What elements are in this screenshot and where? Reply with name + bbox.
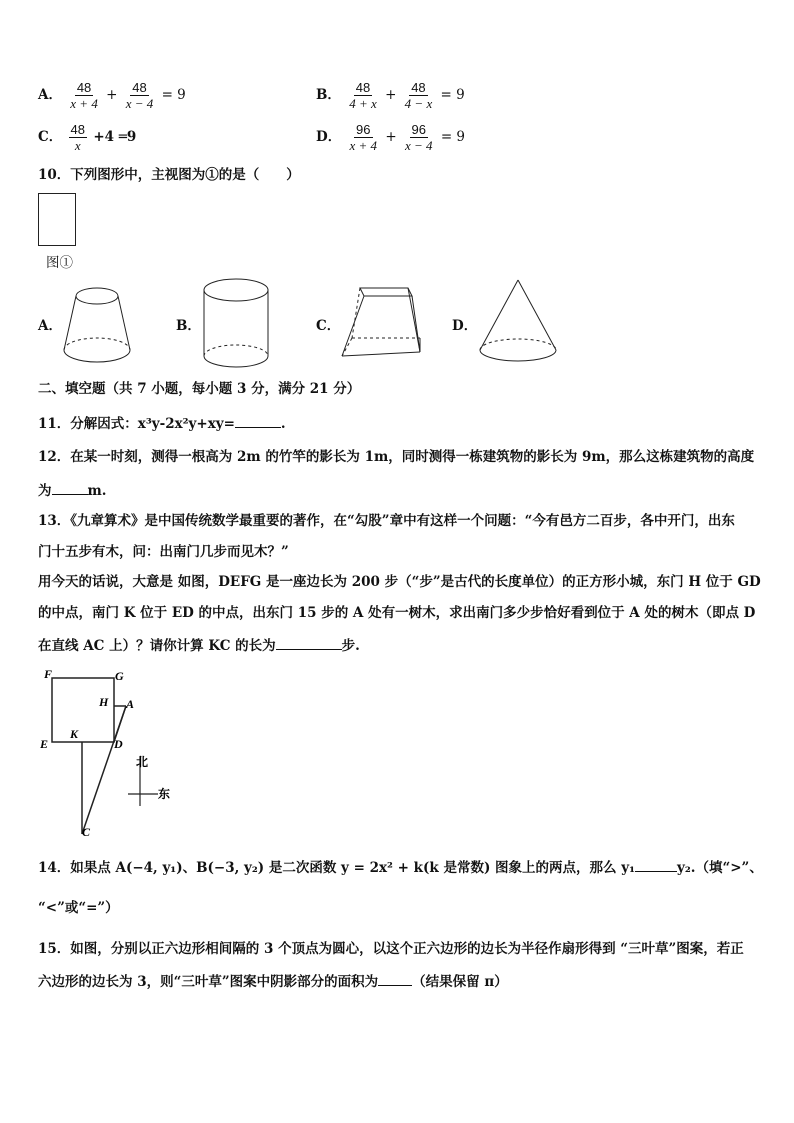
cone-figure [476, 278, 560, 368]
fraction [403, 122, 435, 153]
equals-rhs: = 9 [440, 87, 465, 103]
fraction [124, 80, 156, 111]
equals-rhs: = 9 [440, 129, 466, 145]
answer-blank [276, 635, 342, 650]
numerator: 96 [411, 122, 426, 137]
numerator: 48 [132, 80, 147, 95]
label-d: D [114, 737, 123, 751]
operator: + [106, 87, 118, 103]
operator: + [385, 129, 397, 145]
fraction [68, 80, 100, 111]
q14-line1 [38, 857, 763, 877]
east-label: 东 [158, 787, 171, 801]
equals-rhs: = 9 [161, 87, 186, 103]
denominator: x [74, 138, 81, 153]
q14-pre: 14．如果点 A(−4, y₁)、B(−3, y₂) 是二次函数 y = 2x² + k(k 是常数) 图象上的两点，那么 y₁ [38, 860, 636, 876]
q10-stem: 10．下列图形中，主视图为①的是（ ） [38, 167, 300, 183]
option-label: C． [38, 129, 63, 145]
city-square-diagram [40, 666, 190, 842]
front-view-rectangle-figure [38, 193, 76, 246]
q15-pre: 六边形的边长为 3，则“三叶草”图案中阴影部分的面积为 [38, 974, 379, 990]
q13-post: 步. [341, 638, 360, 654]
answer-blank [52, 480, 88, 495]
q14-post: y₂.（填“>”、 [677, 860, 763, 876]
answer-blank [378, 971, 412, 986]
label-g: G [115, 669, 124, 683]
frustum-cone-figure [60, 284, 136, 366]
q13-line5 [38, 635, 360, 655]
q10-option-d-label: D． [452, 318, 478, 334]
q12-line2 [38, 480, 106, 500]
q15-line1: 15．如图，分别以正六边形相间隔的 3 个顶点为圆心，以这个正六边形的边长为半径作扇形得到 “三叶草”图案，若正 [38, 941, 744, 957]
q11-text: 11．分解因式：x³y-2x²y+xy= [38, 416, 235, 432]
denominator: 4 − x [404, 96, 433, 111]
q13-pre: 在直线 AC 上）？请你计算 KC 的长为 [38, 638, 276, 654]
q10-option-c-label: C． [316, 318, 341, 334]
q9-option-a [38, 80, 186, 111]
q9-option-c [38, 122, 136, 153]
option-label: A． [38, 87, 62, 103]
label-a: A [126, 697, 135, 711]
equation-rest: +4 ═9 [93, 129, 137, 145]
q10-option-b-label: B． [176, 318, 201, 334]
answer-blank [635, 857, 677, 872]
q9-option-d [316, 122, 465, 153]
q14-line2: “<”或“=”） [38, 900, 119, 916]
q13-line3: 用今天的话说，大意是 如图，DEFG 是一座边长为 200 步（“步”是古代的长度单位）的正方形小城，东门 H 位于 GD [38, 574, 761, 590]
denominator: x + 4 [349, 138, 378, 153]
label-h: H [99, 695, 109, 709]
q11 [38, 413, 286, 433]
numerator: 48 [355, 80, 371, 95]
operator: + [385, 87, 397, 103]
section-title: 二、填空题（共 7 小题，每小题 3 分，满分 21 分） [38, 381, 361, 397]
cylinder-figure [200, 276, 272, 372]
label-k: K [70, 727, 79, 741]
fraction [69, 122, 87, 153]
denominator: 4 + x [349, 96, 377, 111]
q13-line4: 的中点，南门 K 位于 ED 的中点，出东门 15 步的 A 处有一树木，求出南门多少步恰好看到位于 A 处的树木（即点 D [38, 605, 756, 621]
fraction [347, 80, 379, 111]
numerator: 48 [76, 80, 92, 95]
q12-pre: 为 [38, 483, 52, 499]
answer-blank [235, 413, 281, 428]
q9-option-b [316, 80, 465, 111]
fraction [403, 80, 435, 111]
denominator: x − 4 [404, 138, 433, 153]
label-c: C [82, 825, 91, 839]
fraction [348, 122, 380, 153]
q15-line2 [38, 971, 508, 991]
label-f: F [44, 667, 53, 681]
denominator: x + 4 [70, 96, 98, 111]
figure-caption: 图① [46, 255, 73, 271]
numerator: 48 [70, 122, 86, 137]
q13-line1: 13．《九章算术》是中国传统数学最重要的著作，在“勾股”章中有这样一个问题：“今有邑方二百步，各中开门，出东 [38, 513, 735, 529]
option-label: B． [316, 87, 341, 103]
q10-option-a-label: A． [38, 318, 62, 334]
option-label: D． [316, 129, 342, 145]
frustum-pyramid-figure [336, 282, 428, 362]
label-e: E [40, 737, 49, 751]
q13-line2: 门十五步有木，问：出南门几步而见木？” [38, 544, 289, 560]
q15-post: （结果保留 π） [412, 974, 508, 990]
q12-post: m. [87, 483, 107, 499]
numerator: 48 [411, 80, 426, 95]
north-label: 北 [136, 755, 149, 769]
denominator: x − 4 [125, 96, 154, 111]
numerator: 96 [356, 122, 371, 137]
q12-line1: 12．在某一时刻，测得一根高为 2m 的竹竿的影长为 1m，同时测得一栋建筑物的影长为 9m，那么这栋建筑物的高度 [38, 449, 755, 465]
q11-end: . [280, 416, 286, 432]
